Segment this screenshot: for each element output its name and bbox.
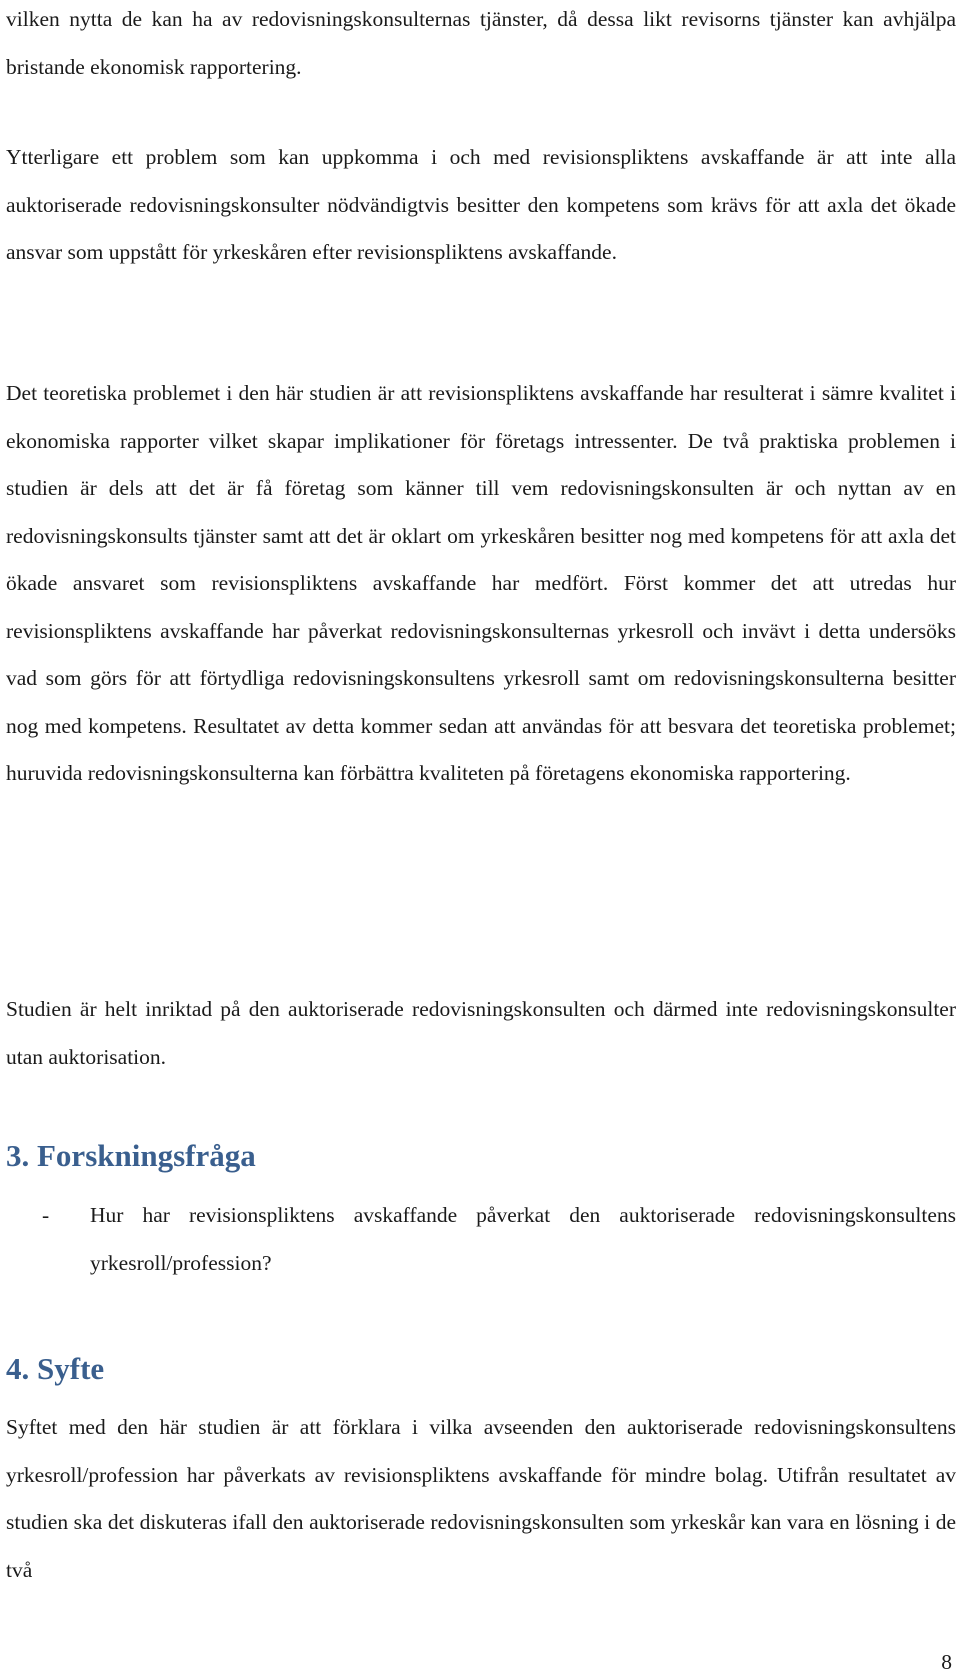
section-heading-research-question: 3. Forskningsfråga [6,1138,256,1173]
paragraph-intro: vilken nytta de kan ha av redovisningskonsulternas tjänster, då dessa likt revisorns tjänster kan avhjälpa bristande ekonomisk rapportering. [6,7,956,79]
paragraph-scope: Studien är helt inriktad på den auktoriserade redovisningskonsulten och därmed inte redovisningskonsulter utan auktorisation. [6,997,956,1069]
page-number: 8 [941,1650,952,1674]
paragraph-theoretical-problem: Det teoretiska problemet i den här studien är att revisionspliktens avskaffande har resulterat i sämre kvalitet i ekonomiska rapporter vilket skapar implikationer för företags intressenter. De två praktiska problemen i studien är dels att det är få företag som känner till vem redovisningskonsulten är och nyttan av en redovisningskonsults tjänster samt att det är oklart om yrkeskåren besitter nog med kompetens för att axla det ökade ansvaret som revisionspliktens avskaffande har medfört. Först kommer det att utredas hur revisionspliktens avskaffande har påverkat redovisningskonsulternas yrkesroll och invävt i detta undersöks vad som görs för att förtydliga redovisningskonsultens yrkesroll samt om redovisningskonsulterna besitter nog med kompetens. Resultatet av detta kommer sedan att användas för att besvara det teoretiska problemet; huruvida redovisningskonsulterna kan förbättra kvaliteten på företagens ekonomiska rapportering. [6,381,956,785]
section-heading-purpose: 4. Syfte [6,1351,105,1386]
paragraph-problem: Ytterligare ett problem som kan uppkomma i och med revisionspliktens avskaffande är att inte alla auktoriserade redovisningskonsulter nödvändigtvis besitter den kompetens som krävs för att axla det ökade ansvar som uppstått för yrkeskåren efter revisionspliktens avskaffande. [6,145,956,264]
research-question-text: Hur har revisionspliktens avskaffande påverkat den auktoriserade redovisningskonsultens yrkesroll/profession? [90,1203,956,1275]
research-question-item [6,1192,956,1287]
paragraph-purpose: Syftet med den här studien är att förklara i vilka avseenden den auktoriserade redovisningskonsultens yrkesroll/profession har påverkats av revisionspliktens avskaffande för mindre bolag. Utifrån resultatet av studien ska det diskuteras ifall den auktoriserade redovisningskonsulten som yrkeskår kan vara en lösning i de två [6,1415,956,1582]
list-bullet: - [42,1203,50,1227]
